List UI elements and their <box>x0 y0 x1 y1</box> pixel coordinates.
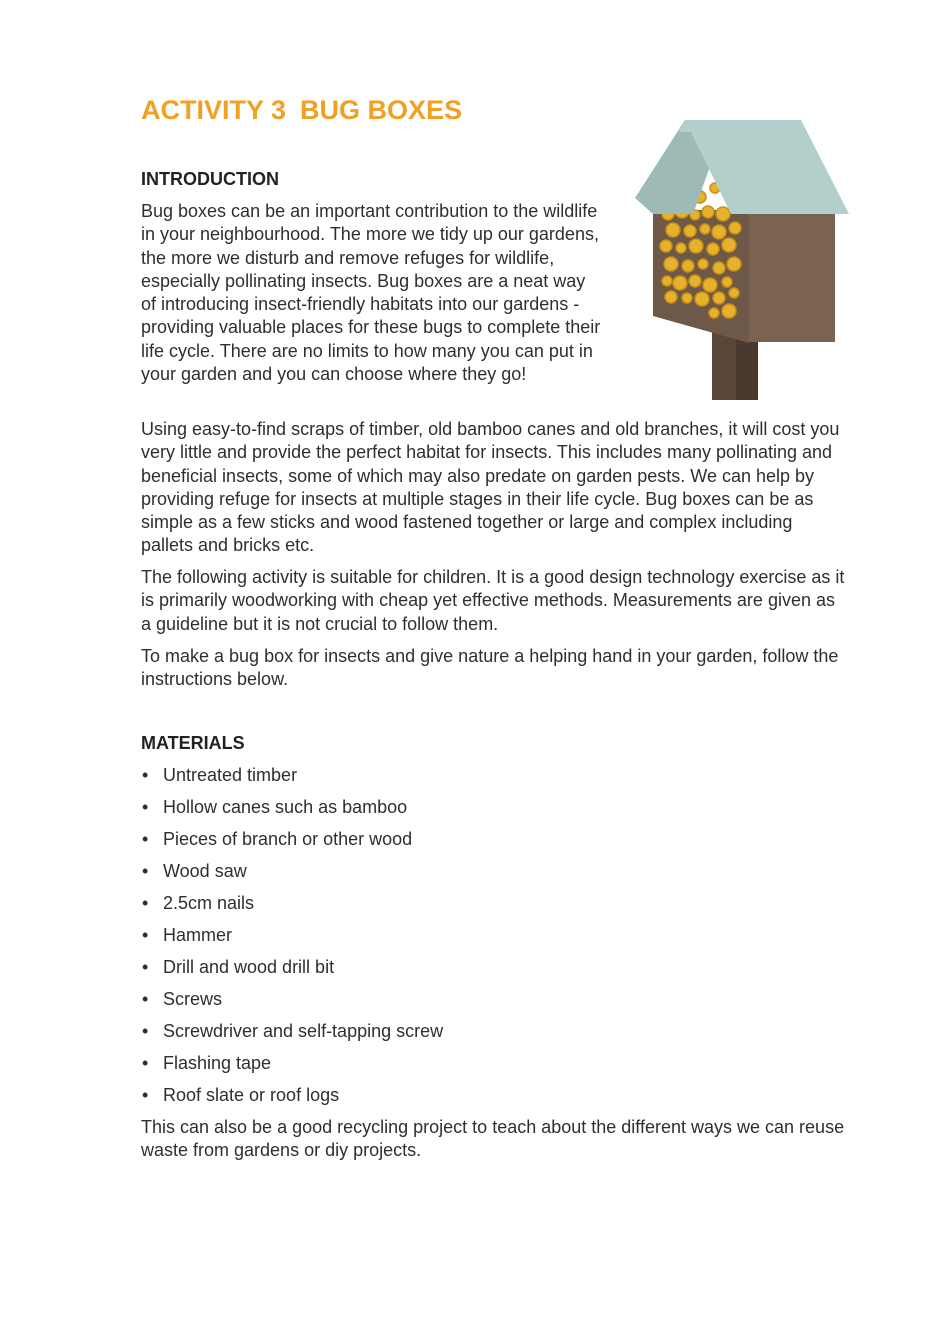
cane <box>722 238 736 252</box>
bullet-icon: • <box>142 1021 149 1041</box>
cane <box>689 239 703 253</box>
materials-list-item: • Untreated timber <box>142 765 298 785</box>
cane <box>709 308 719 318</box>
bullet-icon: • <box>142 989 149 1009</box>
suitability-paragraph: The following activity is suitable for children. It is a good design technology exercise as it is primarily woodworking with cheap yet effective methods. Measurements are given as a guideline but it is not crucial to follow them. <box>141 567 845 634</box>
cane <box>664 257 678 271</box>
materials-list-item: • Screwdriver and self-tapping screw <box>142 1021 444 1041</box>
cane <box>722 277 732 287</box>
introduction-heading: INTRODUCTION <box>141 169 279 189</box>
cane <box>707 243 719 255</box>
materials-list-item: • Pieces of branch or other wood <box>142 829 413 849</box>
page-title <box>141 95 462 126</box>
cane <box>698 259 708 269</box>
instructions-paragraph: To make a bug box for insects and give nature a helping hand in your garden, follow the instructions below. <box>141 646 839 690</box>
cane <box>695 292 709 306</box>
cane <box>712 225 726 239</box>
bullet-icon: • <box>142 829 149 849</box>
cane <box>700 224 710 234</box>
bullet-icon: • <box>142 1085 149 1105</box>
materials-list-item: • Flashing tape <box>142 1053 272 1073</box>
cane <box>673 276 687 290</box>
materials-list <box>141 764 443 1116</box>
cane <box>666 223 680 237</box>
cane <box>682 260 694 272</box>
bullet-icon: • <box>142 797 149 817</box>
intro-paragraph: Bug boxes can be an important contribution to the wildlife in your neighbourhood. The more we tidy up our gardens, the more we disturb and remove refuges for wildlife, especially pollinating insects. Bug boxes are a neat way of introducing insect-friendly habitats into our gardens - providing valuable places for these bugs to complete their life cycle. There are no limits to how many you can put in your garden and you can choose where they go! <box>141 201 601 385</box>
bullet-icon: • <box>142 861 149 881</box>
recycling-paragraph: This can also be a good recycling project to teach about the different ways we can reuse waste from gardens or diy projects. <box>141 1117 845 1161</box>
bullet-icon: • <box>142 957 149 977</box>
cane <box>702 206 714 218</box>
cane <box>682 293 692 303</box>
bullet-icon: • <box>142 765 149 785</box>
cane <box>684 225 696 237</box>
bug-box-icon <box>633 118 851 400</box>
cane <box>665 291 677 303</box>
box-front <box>749 210 835 342</box>
bullet-icon: • <box>142 925 149 945</box>
materials-list-item: • Hollow canes such as bamboo <box>142 797 408 817</box>
materials-list-item: • 2.5cm nails <box>142 893 255 913</box>
materials-heading: MATERIALS <box>141 733 245 753</box>
cane <box>722 304 736 318</box>
cane <box>713 292 725 304</box>
cane <box>727 257 741 271</box>
materials-list-item: • Roof slate or roof logs <box>142 1085 340 1105</box>
roof-ridge <box>679 120 805 132</box>
cane <box>703 278 717 292</box>
cane <box>660 240 672 252</box>
cane <box>713 262 725 274</box>
cane <box>662 276 672 286</box>
activity-title: BUG BOXES <box>300 95 463 125</box>
cane <box>689 275 701 287</box>
roof-right <box>685 120 849 214</box>
cane <box>676 243 686 253</box>
activity-number: ACTIVITY 3 <box>141 95 287 125</box>
materials-list-item: • Wood saw <box>142 861 247 881</box>
materials-list-item: • Screws <box>142 989 223 1009</box>
bullet-icon: • <box>142 1053 149 1073</box>
cane <box>716 207 730 221</box>
bullet-icon: • <box>142 893 149 913</box>
cane <box>729 222 741 234</box>
materials-list-item: • Drill and wood drill bit <box>142 957 335 977</box>
cane <box>729 288 739 298</box>
materials-list-item: • Hammer <box>142 925 233 945</box>
timber-paragraph: Using easy-to-find scraps of timber, old bamboo canes and old branches, it will cost you very little and provide the perfect habitat for insects. This includes many pollinating and beneficial insects, some of which may also predate on garden pests. We can help by providing refuge for insects at multiple stages in their life cycle. Bug boxes can be as simple as a few sticks and wood fastened together or large and complex including pallets and bricks etc. <box>141 419 840 556</box>
